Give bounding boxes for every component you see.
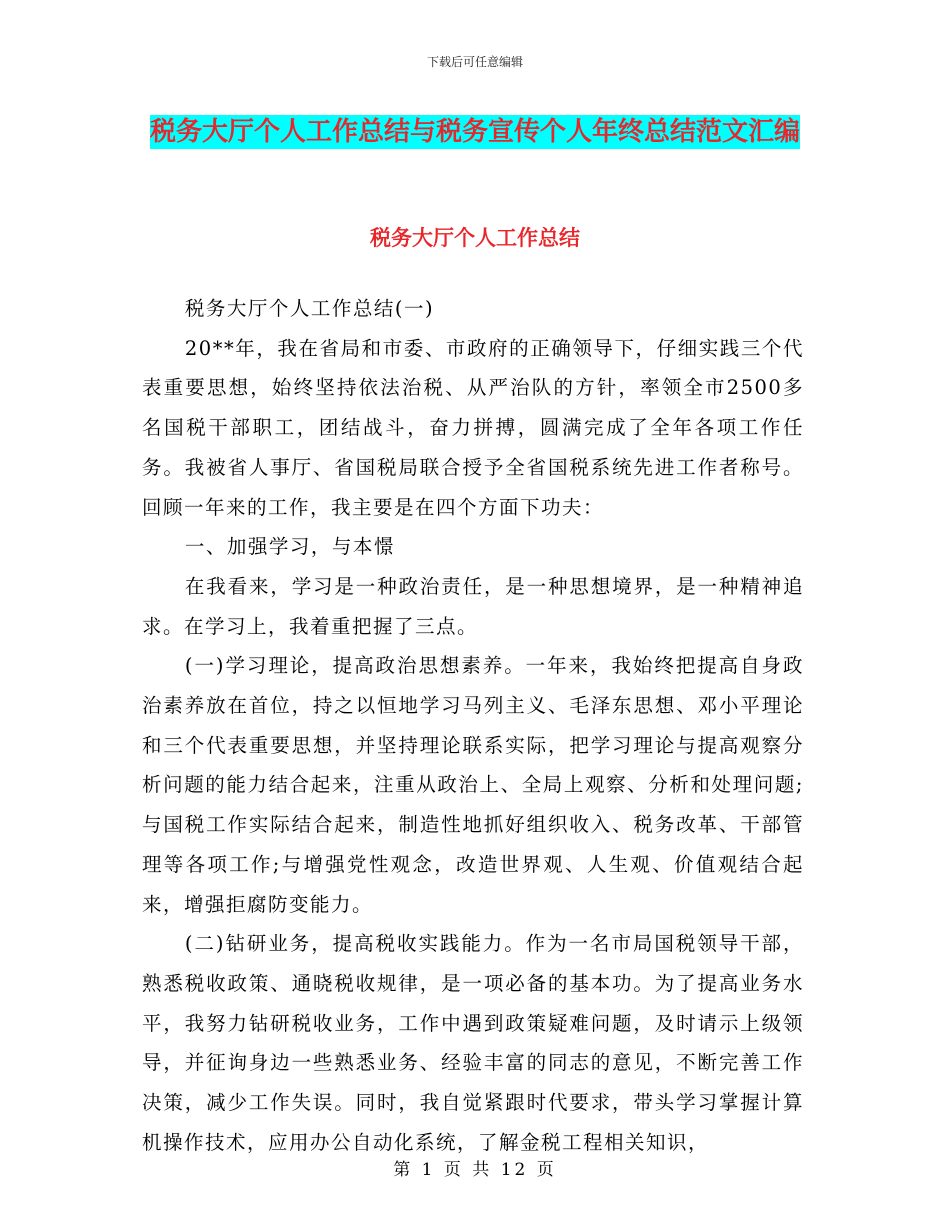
body-paragraph: 20**年，我在省局和市委、市政府的正确领导下，仔细实践三个代表重要思想，始终坚持依法治税、从严治队的方针，率领全市2500多名国税干部职工，团结战斗，奋力拼搏，圆满完成了全年各项工作任务。我被省人事厅、省国税局联合授予全省国税系统先进工作者称号。回顾一年来的工作，我主要是在四个方面下功夫： <box>142 336 804 519</box>
document-title-text: 税务大厅个人工作总结与税务宣传个人年终总结范文汇编 <box>149 117 800 147</box>
page-number-footer: 第 1 页 共 12 页 <box>393 1160 557 1180</box>
section-title: 税务大厅个人工作总结 <box>370 225 580 250</box>
page-header-note: 下载后可任意编辑 <box>426 55 523 69</box>
body-paragraph: (一)学习理论，提高政治思想素养。一年来，我始终把提高自身政治素养放在首位，持之以恒地学习马列主义、毛泽东思想、邓小平理论和三个代表重要思想，并坚持理论联系实际，把学习理论与提高观察分析问题的能力结合起来，注重从政治上、全局上观察、分析和处理问题;与国税工作实际结合起来，制造性地抓好组织收入、税务改革、干部管理等各项工作;与增强党性观念，改造世界观、人生观、价值观结合起来，增强拒腐防变能力。 <box>142 654 804 916</box>
body-paragraph: (二)钻研业务，提高税收实践能力。作为一名市局国税领导干部，熟悉税收政策、通晓税收规律，是一项必备的基本功。为了提高业务水平，我努力钻研税收业务，工作中遇到政策疑难问题，及时请示上级领导，并征询身边一些熟悉业务、经验丰富的同志的意见，不断完善工作决策，减少工作失误。同时，我自觉紧跟时代要求，带头学习掌握计算机操作技术，应用办公自动化系统，了解金税工程相关知识， <box>142 932 804 1154</box>
body-paragraph: 税务大厅个人工作总结(一) <box>184 297 435 320</box>
body-paragraph: 一、加强学习，与本憬 <box>184 535 395 559</box>
document-title <box>140 110 810 154</box>
document-body <box>142 289 804 1162</box>
body-paragraph: 在我看来，学习是一种政治责任，是一种思想境界，是一种精神追求。在学习上，我着重把握了三点。 <box>142 574 804 638</box>
